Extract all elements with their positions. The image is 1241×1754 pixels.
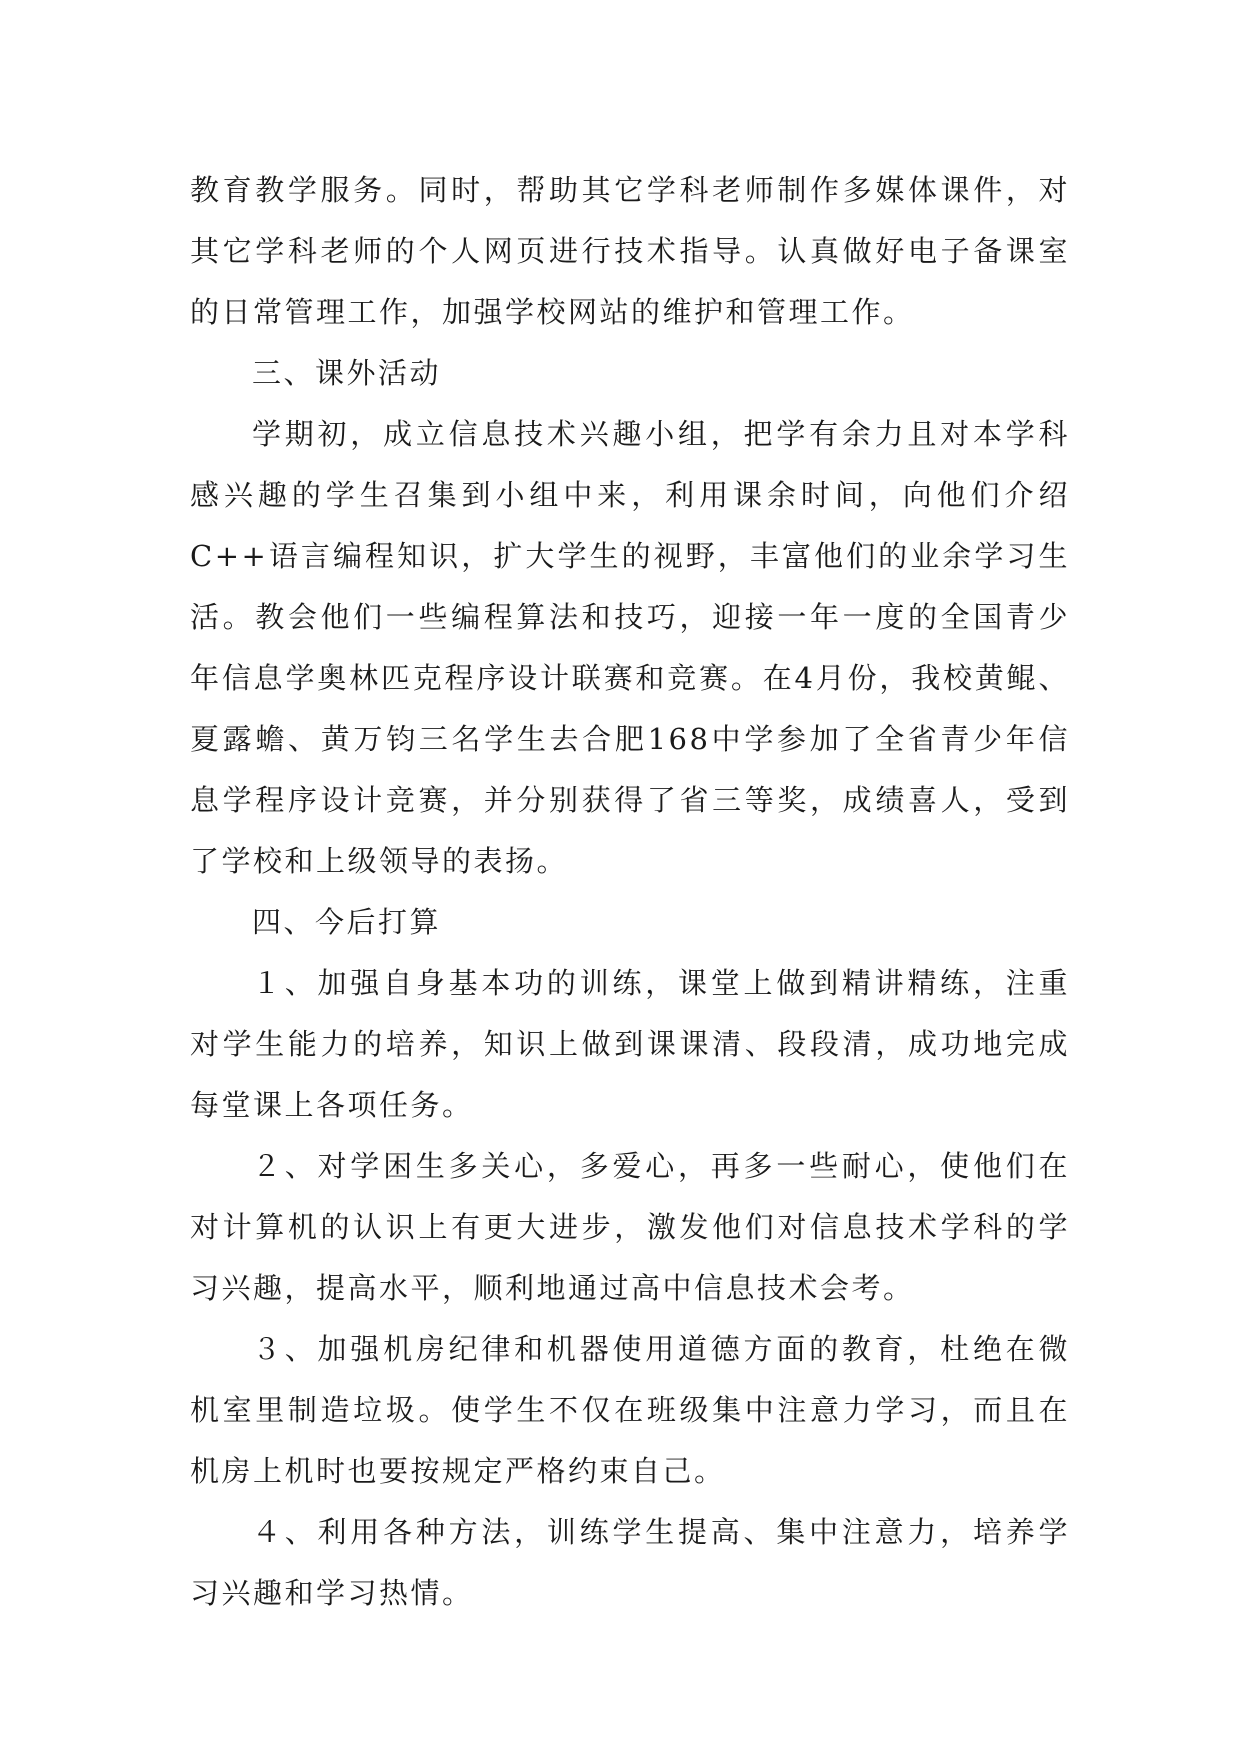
paragraph-interest-group: 学期初，成立信息技术兴趣小组，把学有余力且对本学科感兴趣的学生召集到小组中来，利用课余时间，向他们介绍C++语言编程知识，扩大学生的视野，丰富他们的业余学习生活。教会他们一些编程算法和技巧，迎接一年一度的全国青少年信息学奥林匹克程序设计联赛和竞赛。在4月份，我校黄鲲、夏露蟾、黄万钧三名学生去合肥168中学参加了全省青少年信息学程序设计竞赛，并分别获得了省三等奖，成绩喜人，受到了学校和上级领导的表扬。 bbox=[190, 417, 1070, 878]
paragraph-continuation: 教育教学服务。同时，帮助其它学科老师制作多媒体课件，对其它学科老师的个人网页进行技术指导。认真做好电子备课室的日常管理工作，加强学校网站的维护和管理工作。 bbox=[190, 173, 1070, 329]
plan-item-4: ４、利用各种方法，训练学生提高、集中注意力，培养学习兴趣和学习热情。 bbox=[190, 1515, 1070, 1610]
document-body bbox=[190, 160, 1070, 1624]
plan-item-2: ２、对学困生多关心，多爱心，再多一些耐心，使他们在对计算机的认识上有更大进步，激发他们对信息技术学科的学习兴趣，提高水平，顺利地通过高中信息技术会考。 bbox=[190, 1149, 1070, 1305]
plan-item-1: １、加强自身基本功的训练，课堂上做到精讲精练，注重对学生能力的培养，知识上做到课课清、段段清，成功地完成每堂课上各项任务。 bbox=[190, 966, 1070, 1122]
section-heading-extracurricular: 三、课外活动 bbox=[252, 356, 442, 390]
plan-item-3: ３、加强机房纪律和机器使用道德方面的教育，杜绝在微机室里制造垃圾。使学生不仅在班级集中注意力学习，而且在机房上机时也要按规定严格约束自己。 bbox=[190, 1332, 1070, 1488]
section-heading-future-plans: 四、今后打算 bbox=[252, 905, 442, 939]
